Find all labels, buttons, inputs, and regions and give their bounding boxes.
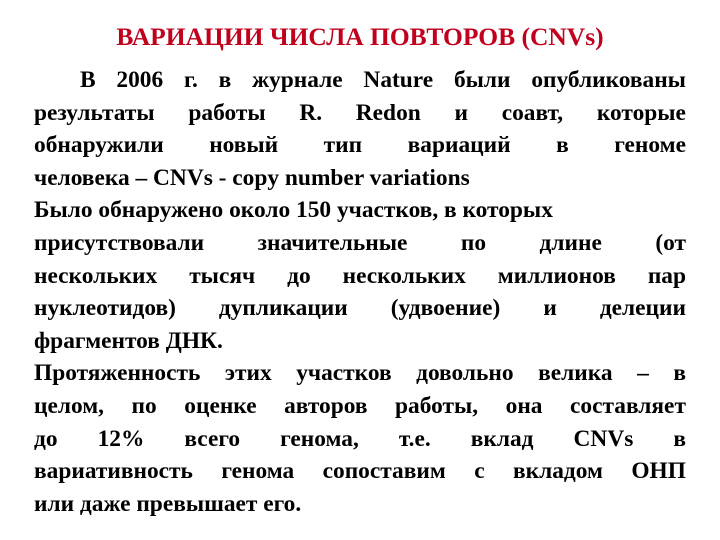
word: вариаций <box>407 132 511 159</box>
text-line: фрагментов ДНК. <box>34 327 223 354</box>
text-line <box>34 423 686 456</box>
word: были <box>453 67 511 93</box>
word: велика <box>538 360 613 387</box>
word: и <box>454 99 468 126</box>
word: новый <box>209 132 279 159</box>
word: этих <box>224 360 272 387</box>
word: нескольких <box>342 262 466 289</box>
word: с <box>474 458 485 485</box>
text-line <box>34 129 686 162</box>
word: соавт, <box>501 99 564 126</box>
paragraph-150-regions <box>34 194 686 357</box>
text-line <box>34 455 686 488</box>
word: обнаружили <box>34 132 164 159</box>
word: нескольких <box>34 262 158 289</box>
word: в <box>218 67 232 93</box>
word: – <box>637 360 649 387</box>
word: вкладом <box>512 458 603 485</box>
word: по <box>131 392 157 419</box>
word: журнале <box>252 67 343 93</box>
word: генома, <box>280 425 359 452</box>
text-line: или даже превышает его. <box>34 490 302 517</box>
word: она <box>505 392 543 419</box>
word: CNVs <box>573 425 634 452</box>
word: пар <box>647 262 686 289</box>
word: вариативность <box>34 458 193 485</box>
word: т.е. <box>398 425 431 452</box>
word: длине <box>539 229 602 256</box>
word: в <box>673 425 686 452</box>
word: тысяч <box>189 262 256 289</box>
text-line: человека – CNVs - copy number variations <box>34 164 470 191</box>
word: В <box>80 67 96 93</box>
word: сопоставим <box>322 458 446 485</box>
text-line: Было обнаружено около 150 участков, в которых <box>34 197 553 224</box>
word: всего <box>184 425 241 452</box>
word: нуклеотидов) <box>34 295 176 322</box>
word: геноме <box>614 132 686 159</box>
word: присутствовали <box>34 229 205 256</box>
word: участков <box>296 360 392 387</box>
text-line <box>34 260 686 293</box>
word: Nature <box>363 67 434 93</box>
word: работы, <box>395 392 479 419</box>
slide-title: ВАРИАЦИИ ЧИСЛА ПОВТОРОВ (CNVs) <box>116 22 604 51</box>
word: Протяженность <box>34 360 201 387</box>
word: довольно <box>416 360 514 387</box>
word: ОНП <box>631 458 686 485</box>
word: генома <box>221 458 295 485</box>
word: и <box>543 295 557 322</box>
text-line <box>34 292 686 325</box>
word: по <box>460 229 487 256</box>
text-line <box>34 97 686 130</box>
text-line <box>34 357 686 390</box>
word: которые <box>596 99 686 126</box>
word: до <box>287 262 311 289</box>
word: г. <box>183 67 198 93</box>
word: (удвоение) <box>390 295 501 322</box>
word: до <box>34 425 58 452</box>
body-text <box>34 64 686 520</box>
word: целом, <box>34 392 105 419</box>
word: вклад <box>470 425 534 452</box>
word: дупликации <box>218 295 348 322</box>
word: R. <box>299 99 323 126</box>
word: делеции <box>599 295 686 322</box>
paragraph-nature-2006 <box>34 64 686 194</box>
text-line <box>34 64 686 97</box>
word: в <box>556 132 569 159</box>
word: Redon <box>355 99 421 126</box>
word: 2006 <box>116 67 164 93</box>
word: опубликованы <box>531 67 686 93</box>
word: миллионов <box>497 262 616 289</box>
word: авторов <box>284 392 368 419</box>
word: результаты <box>34 99 155 126</box>
text-line <box>34 390 686 423</box>
word: работы <box>188 99 266 126</box>
word: 12% <box>97 425 145 452</box>
word: значительные <box>257 229 408 256</box>
word: (от <box>655 229 686 256</box>
word: тип <box>323 132 363 159</box>
word: в <box>673 360 686 387</box>
paragraph-genome-coverage <box>34 357 686 520</box>
text-line <box>34 227 686 260</box>
word: составляет <box>570 392 686 419</box>
word: оценке <box>184 392 257 419</box>
